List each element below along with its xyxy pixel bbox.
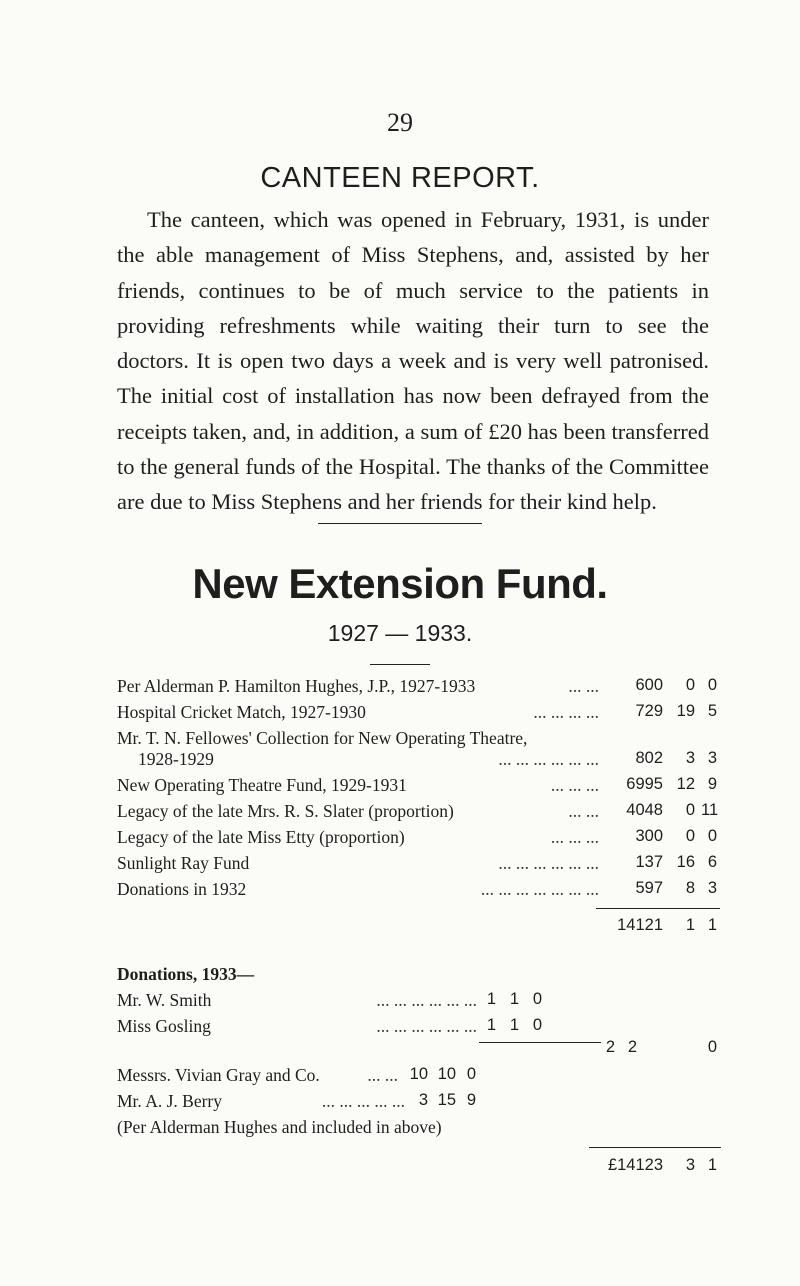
fund-row bbox=[117, 749, 717, 773]
fund-row bbox=[117, 879, 717, 903]
amount-shillings: 19 bbox=[676, 702, 695, 720]
fund-row-desc: Mr. T. N. Fellowes' Collection for New Operating Theatre, bbox=[117, 728, 528, 748]
dot-leader: ... ... ... ... ... ... bbox=[498, 749, 599, 769]
fund-row bbox=[117, 676, 717, 700]
grand-total-row bbox=[117, 1156, 717, 1180]
fund-row-desc: Hospital Cricket Match, 1927-1930 bbox=[117, 702, 366, 722]
amount-shillings: 16 bbox=[676, 853, 695, 871]
donation-shillings: 1 bbox=[509, 1016, 519, 1034]
grand-total-pounds: £14123 bbox=[607, 1156, 663, 1174]
donations-total-pounds: 2 bbox=[605, 1038, 615, 1056]
dot-leader: ... ... ... ... ... ... ... bbox=[480, 879, 599, 899]
dot-leader: ... ... bbox=[367, 1065, 398, 1085]
dot-leader: ... ... ... bbox=[550, 775, 599, 795]
fund-row-desc: Sunlight Ray Fund bbox=[117, 853, 250, 873]
amount-pence: 3 bbox=[707, 879, 717, 897]
amount-pence: 11 bbox=[701, 801, 719, 819]
fund-row bbox=[117, 801, 717, 825]
subtotal-pounds: 14121 bbox=[617, 916, 663, 934]
dot-leader: ... ... bbox=[568, 801, 599, 821]
fund-row-desc: Legacy of the late Mrs. R. S. Slater (proportion) bbox=[117, 801, 454, 821]
donation-shillings: 1 bbox=[509, 990, 519, 1008]
amount-pounds: 597 bbox=[635, 879, 663, 897]
fund-row-desc: Legacy of the late Miss Etty (proportion) bbox=[117, 827, 405, 847]
canteen-report-body bbox=[117, 202, 709, 520]
fund-row-desc: New Operating Theatre Fund, 1929-1931 bbox=[117, 775, 407, 795]
donation-row bbox=[117, 1016, 717, 1040]
amount-pence: 6 bbox=[707, 853, 717, 871]
dot-leader: ... ... ... bbox=[550, 827, 599, 847]
included-shillings: 15 bbox=[437, 1091, 456, 1109]
page-number: 29 bbox=[387, 108, 413, 137]
included-pounds: 3 bbox=[418, 1091, 428, 1109]
amount-shillings: 3 bbox=[685, 749, 695, 767]
amount-pounds: 6995 bbox=[626, 775, 663, 793]
amount-pounds: 300 bbox=[635, 827, 663, 845]
dot-leader: ... ... ... ... ... ... bbox=[376, 990, 477, 1010]
fund-row bbox=[117, 702, 717, 726]
fund-row-desc: Per Alderman P. Hamilton Hughes, J.P., 1927-1933 bbox=[117, 676, 476, 696]
amount-pence: 9 bbox=[707, 775, 717, 793]
donations-heading-row bbox=[117, 964, 717, 988]
included-row bbox=[117, 1065, 717, 1089]
amount-pence: 0 bbox=[707, 827, 717, 845]
dot-leader: ... ... ... ... ... ... bbox=[376, 1016, 477, 1036]
fund-row bbox=[117, 853, 717, 877]
dot-leader: ... ... ... ... ... bbox=[321, 1091, 405, 1111]
fund-divider bbox=[370, 664, 430, 665]
dot-leader: ... ... ... ... bbox=[533, 702, 599, 722]
fund-row bbox=[117, 827, 717, 851]
donation-pounds: 1 bbox=[486, 1016, 496, 1034]
fund-row-desc: Donations in 1932 bbox=[117, 879, 247, 899]
amount-shillings: 0 bbox=[685, 801, 695, 819]
included-note: (Per Alderman Hughes and included in above) bbox=[117, 1117, 442, 1137]
donations-total-shillings: 2 bbox=[627, 1038, 637, 1056]
donation-desc: Miss Gosling bbox=[117, 1016, 211, 1036]
grand-total-pence: 1 bbox=[707, 1156, 717, 1174]
amount-shillings: 0 bbox=[685, 827, 695, 845]
grand-total-shillings: 3 bbox=[685, 1156, 695, 1174]
donations-total-row bbox=[117, 1038, 717, 1062]
amount-pounds: 729 bbox=[635, 702, 663, 720]
amount-pence: 0 bbox=[707, 676, 717, 694]
included-shillings: 10 bbox=[437, 1065, 456, 1083]
grand-total-rule bbox=[589, 1147, 721, 1148]
amount-shillings: 12 bbox=[676, 775, 695, 793]
dot-leader: ... ... ... ... ... ... bbox=[498, 853, 599, 873]
included-desc: Messrs. Vivian Gray and Co. bbox=[117, 1065, 320, 1085]
canteen-report-title: CANTEEN REPORT. bbox=[260, 162, 540, 194]
dot-leader: ... ... bbox=[568, 676, 599, 696]
subtotal-shillings: 1 bbox=[685, 916, 695, 934]
donation-row bbox=[117, 990, 717, 1014]
amount-pounds: 802 bbox=[635, 749, 663, 767]
donation-desc: Mr. W. Smith bbox=[117, 990, 212, 1010]
included-pence: 0 bbox=[466, 1065, 476, 1083]
fund-row bbox=[117, 775, 717, 799]
amount-shillings: 0 bbox=[685, 676, 695, 694]
donations-1933-heading: Donations, 1933— bbox=[117, 964, 255, 984]
subtotal-row bbox=[117, 916, 717, 940]
included-pounds: 10 bbox=[409, 1065, 428, 1083]
fund-years: 1927 — 1933. bbox=[327, 620, 473, 646]
donation-pence: 0 bbox=[532, 990, 542, 1008]
included-note-row bbox=[117, 1117, 717, 1141]
donations-total-pence: 0 bbox=[707, 1038, 717, 1056]
included-desc: Mr. A. J. Berry bbox=[117, 1091, 222, 1111]
amount-pence: 5 bbox=[707, 702, 717, 720]
fund-title: New Extension Fund. bbox=[192, 560, 608, 607]
subtotal-pence: 1 bbox=[707, 916, 717, 934]
section-divider bbox=[318, 523, 482, 524]
subtotal-rule bbox=[596, 908, 720, 909]
amount-pounds: 4048 bbox=[626, 801, 663, 819]
canteen-report-text: The canteen, which was opened in February, 1931, is under the able management of Miss Stephens, and, assisted by her friends, continues to be of much service to the patients in providing refreshments while waiting their turn to see the doctors. It is open two days a week and is very well patronised. The initial cost of installation has now been defrayed from the receipts taken, and, in addition, a sum of £20 has been transferred to the general funds of the Hospital. The thanks of the Committee are due to Miss Stephens and her friends for their kind help. bbox=[117, 207, 709, 515]
included-pence: 9 bbox=[466, 1091, 476, 1109]
fund-row-desc-continued: 1928-1929 bbox=[138, 749, 214, 769]
included-row bbox=[117, 1091, 717, 1115]
donation-pence: 0 bbox=[532, 1016, 542, 1034]
donation-pounds: 1 bbox=[486, 990, 496, 1008]
amount-pence: 3 bbox=[707, 749, 717, 767]
amount-pounds: 137 bbox=[635, 853, 663, 871]
amount-shillings: 8 bbox=[685, 879, 695, 897]
amount-pounds: 600 bbox=[635, 676, 663, 694]
